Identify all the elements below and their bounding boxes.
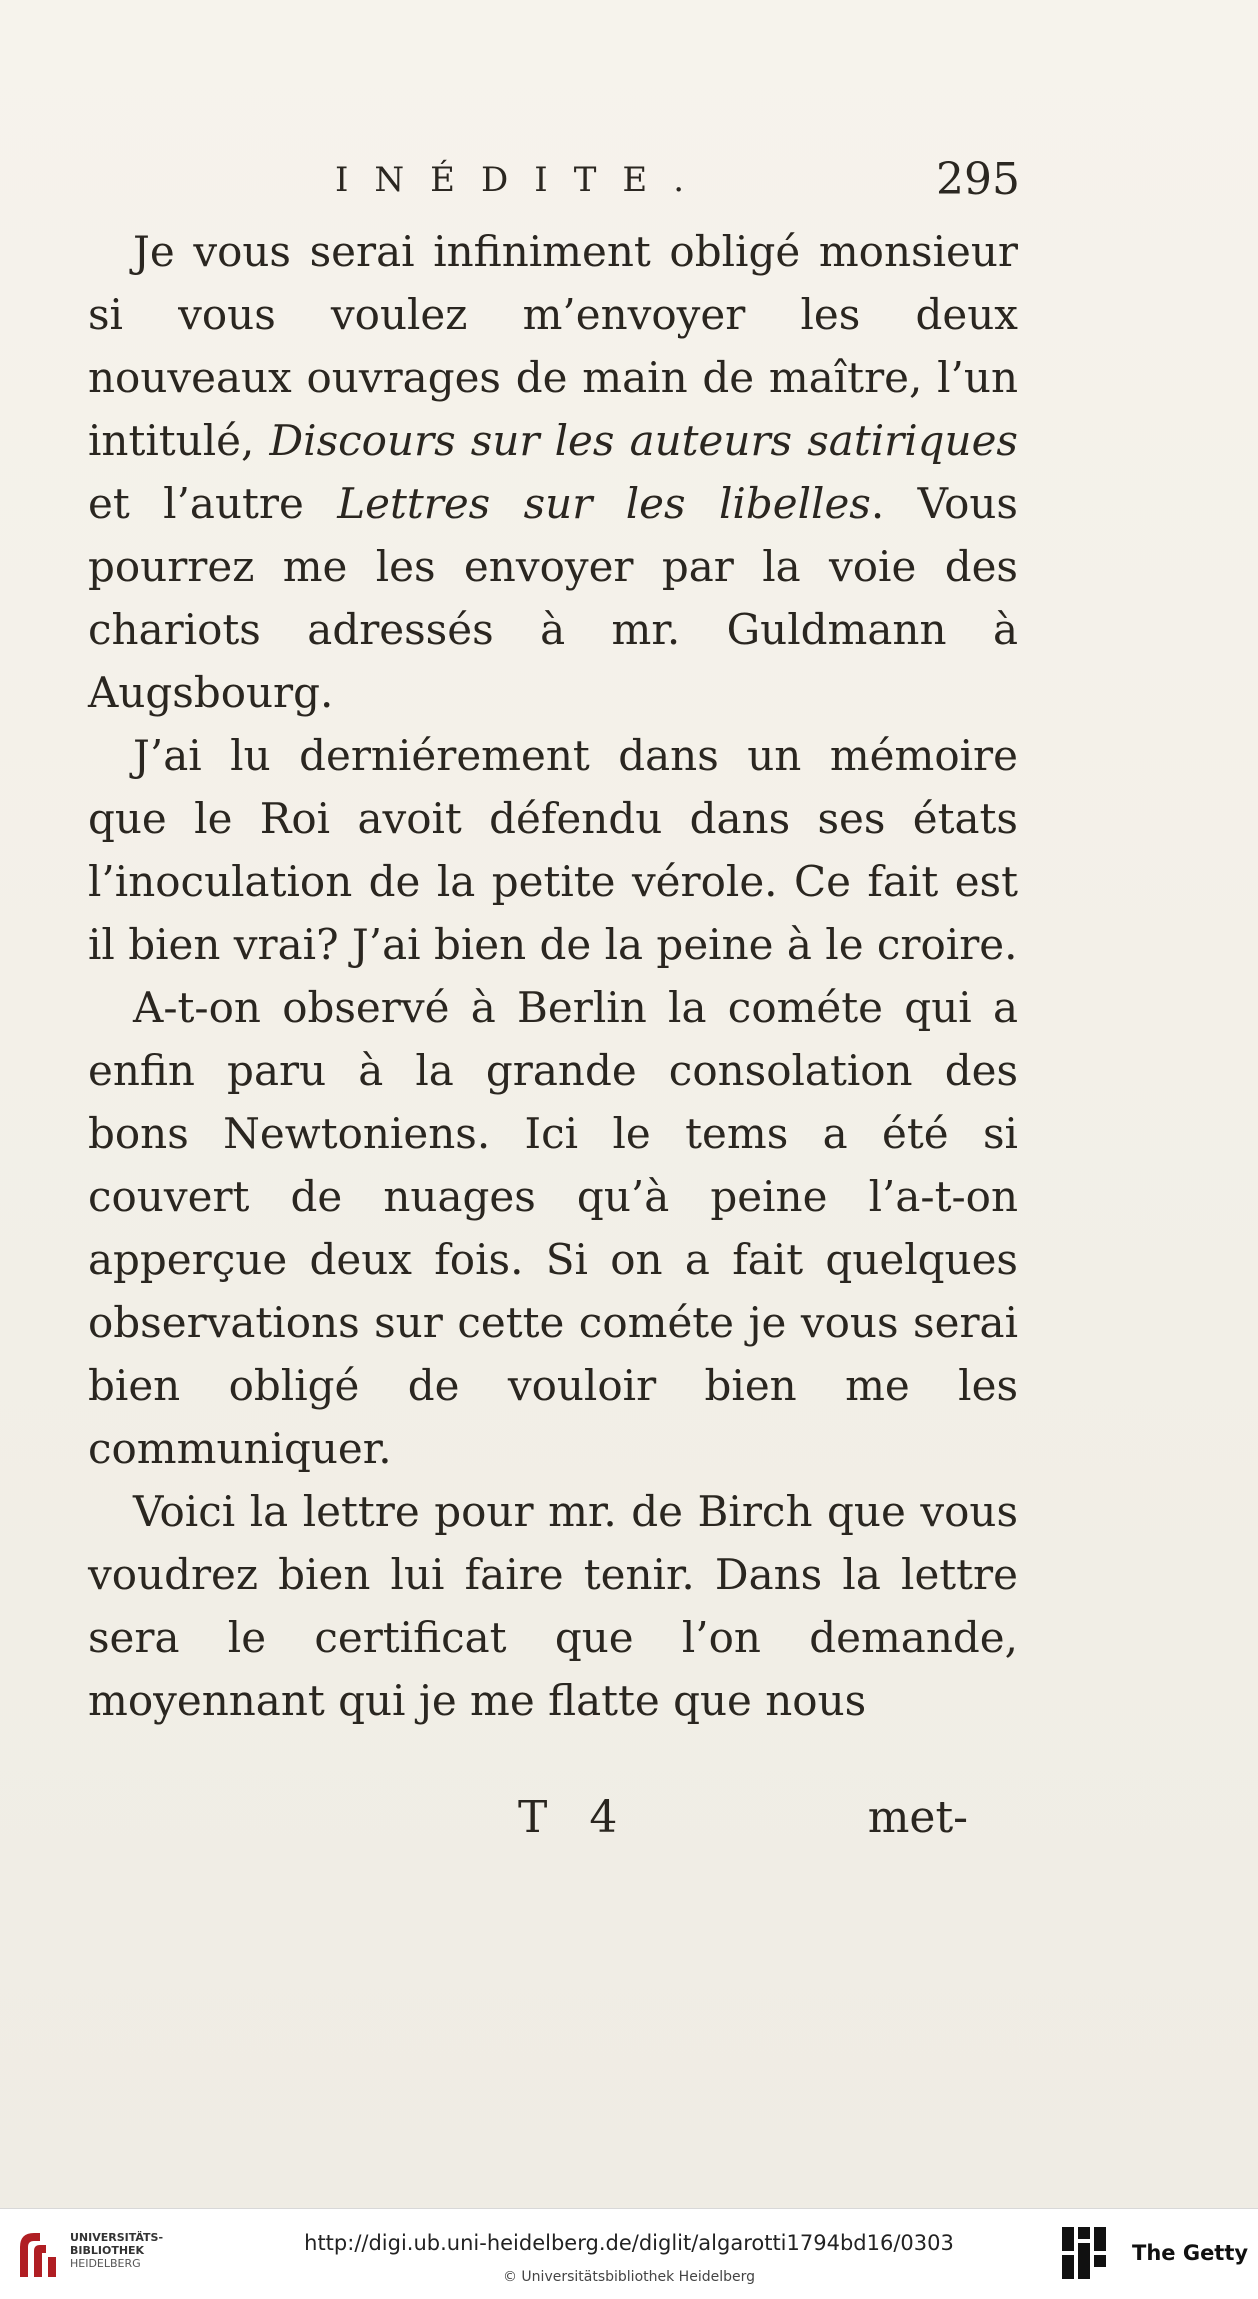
viewer-footer-bar <box>0 2208 1258 2299</box>
paragraph-2 <box>88 724 1018 976</box>
page-footer <box>88 1792 1018 1852</box>
library-name-line: BIBLIOTHEK <box>70 2244 145 2257</box>
book-title-lettres: Lettres sur les libelles <box>337 479 871 528</box>
catchword: met- <box>867 1792 968 1843</box>
text-run: A-t-on observé à Berlin la cométe qui a enfin paru à la grande consolation des bons Newtoniens. Ici le tems a été si couvert de nuages qu’à peine l’a-t-on apperçue deux fois. Si on a fait quelques observations sur cette cométe je vous serai bien obligé de vouloir bien me les communiquer. <box>88 983 1018 1473</box>
library-name-line: HEIDELBERG <box>70 2257 141 2270</box>
copyright-notice: © Universitätsbibliothek Heidelberg <box>502 2269 755 2285</box>
paragraph-4 <box>88 1480 1018 1732</box>
paragraph-3 <box>88 976 1018 1480</box>
signature-mark: T 4 <box>518 1792 632 1843</box>
page-header <box>300 154 1020 210</box>
running-title: INÉDITE. <box>335 160 710 200</box>
page-number: 295 <box>936 154 1020 205</box>
text-run: et l’autre <box>88 479 338 528</box>
book-title-discours: Discours sur les auteurs satiriques <box>269 416 1018 465</box>
library-name-line: UNIVERSITÄTS- <box>70 2231 164 2244</box>
text-run: Je vous serai infiniment obligé monsieur si vous voulez m’envoyer les deux nouveaux ouvrages de main de maître, l’un intitulé, <box>88 227 1018 465</box>
text-run: J’ai lu derniérement dans un mémoire que le Roi avoit défendu dans ses états l’inoculation de la petite vérole. Ce fait est il bien vrai? J’ai bien de la peine à le croire. <box>88 731 1018 969</box>
text-run: Voici la lettre pour mr. de Birch que vous voudrez bien lui faire tenir. Dans la lettre sera le certificat que l’on demande, moyennant qui je me flatte que nous <box>88 1487 1018 1725</box>
paragraph-1 <box>88 220 1018 724</box>
permalink-url[interactable]: http://digi.ub.uni-heidelberg.de/diglit/algarotti1794bd16/0303 <box>304 2231 954 2255</box>
body-text <box>88 220 1018 1732</box>
getty-logo-icon[interactable] <box>1058 2223 1110 2283</box>
text-run: . Vous pourrez me les envoyer par la voie des chariots adressés à mr. Guldmann à Augsbourg. <box>88 479 1018 717</box>
partner-name: The Getty <box>1132 2241 1249 2265</box>
